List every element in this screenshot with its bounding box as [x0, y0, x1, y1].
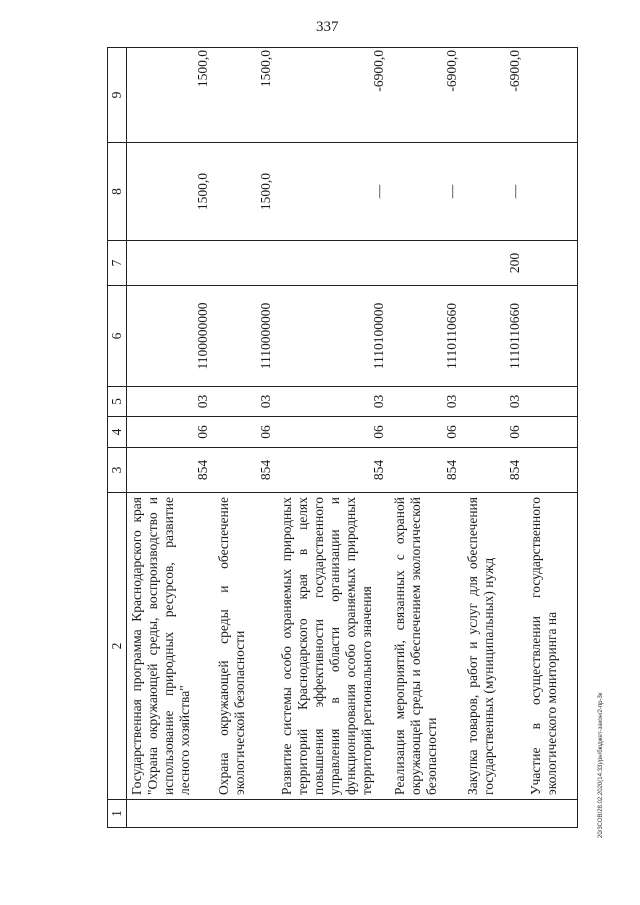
target-article-code	[526, 286, 578, 387]
sum-value: 1500,0	[214, 143, 277, 241]
department-code: 854	[463, 448, 526, 493]
section-code: 06	[277, 417, 390, 448]
expense-type-code: 200	[463, 241, 526, 286]
column-header: 8	[108, 143, 127, 241]
column-header: 6	[108, 286, 127, 387]
subsection-code: 03	[277, 387, 390, 417]
budget-table	[107, 47, 578, 828]
target-article-code: 1110000000	[214, 286, 277, 387]
table-row	[277, 48, 390, 828]
document-footer-code: 20/3СОВ/28.02.2020(14.33)/рн/бюджет-закон/2-пр-3к	[598, 692, 604, 838]
table-row	[390, 48, 463, 828]
table-header-row	[108, 48, 127, 828]
subsection-code	[526, 387, 578, 417]
change-value: 1500,0	[214, 48, 277, 143]
row-index-cell	[127, 800, 215, 828]
row-index-cell	[214, 800, 277, 828]
change-value: -6900,0	[390, 48, 463, 143]
department-code: 854	[214, 448, 277, 493]
table-row	[463, 48, 526, 828]
change-value: -6900,0	[277, 48, 390, 143]
section-code: 06	[390, 417, 463, 448]
department-code: 854	[277, 448, 390, 493]
sum-value: —	[277, 143, 390, 241]
row-description: Развитие системы особо охраняемых природных территорий Краснодарского края в целях повышения эффективности государственного управления в области организации и функционирования особо охраняемых природных территорий регионального значения	[277, 493, 390, 800]
row-index-cell	[526, 800, 578, 828]
subsection-code: 03	[390, 387, 463, 417]
column-header: 1	[108, 800, 127, 828]
expense-type-code	[214, 241, 277, 286]
row-index-cell	[390, 800, 463, 828]
row-description: Государственная программа Краснодарского края "Охрана окружающей среды, воспроизводство и использование природных ресурсов, развитие лесного хозяйства"	[127, 493, 215, 800]
rotated-budget-table-container	[107, 48, 591, 828]
target-article-code: 1110100000	[277, 286, 390, 387]
expense-type-code	[526, 241, 578, 286]
column-header: 7	[108, 241, 127, 286]
sum-value: —	[390, 143, 463, 241]
row-index-cell	[277, 800, 390, 828]
column-header: 4	[108, 417, 127, 448]
table-row	[214, 48, 277, 828]
section-code: 06	[463, 417, 526, 448]
row-description: Реализация мероприятий, связанных с охраной окружающей среды и обеспечением экологической безопасности	[390, 493, 463, 800]
section-code: 06	[127, 417, 215, 448]
change-value: -6900,0	[463, 48, 526, 143]
row-description: Закупка товаров, работ и услуг для обеспечения государственных (муниципальных) нужд	[463, 493, 526, 800]
subsection-code: 03	[463, 387, 526, 417]
expense-type-code	[390, 241, 463, 286]
table-row	[127, 48, 215, 828]
page-number: 337	[316, 19, 339, 35]
change-value: 1500,0	[127, 48, 215, 143]
section-code: 06	[214, 417, 277, 448]
table-row	[526, 48, 578, 828]
change-value	[526, 48, 578, 143]
department-code: 854	[390, 448, 463, 493]
subsection-code: 03	[214, 387, 277, 417]
subsection-code: 03	[127, 387, 215, 417]
department-code	[526, 448, 578, 493]
sum-value: 1500,0	[127, 143, 215, 241]
sum-value: —	[463, 143, 526, 241]
target-article-code: 1110110660	[463, 286, 526, 387]
target-article-code: 1110110660	[390, 286, 463, 387]
column-header: 9	[108, 48, 127, 143]
target-article-code: 1100000000	[127, 286, 215, 387]
expense-type-code	[127, 241, 215, 286]
expense-type-code	[277, 241, 390, 286]
row-description: Участие в осуществлении государственного экологического мониторинга на	[526, 493, 578, 800]
row-description: Охрана окружающей среды и обеспечение экологической безопасности	[214, 493, 277, 800]
section-code	[526, 417, 578, 448]
sum-value	[526, 143, 578, 241]
column-header: 2	[108, 493, 127, 800]
department-code: 854	[127, 448, 215, 493]
column-header: 3	[108, 448, 127, 493]
row-index-cell	[463, 800, 526, 828]
column-header: 5	[108, 387, 127, 417]
